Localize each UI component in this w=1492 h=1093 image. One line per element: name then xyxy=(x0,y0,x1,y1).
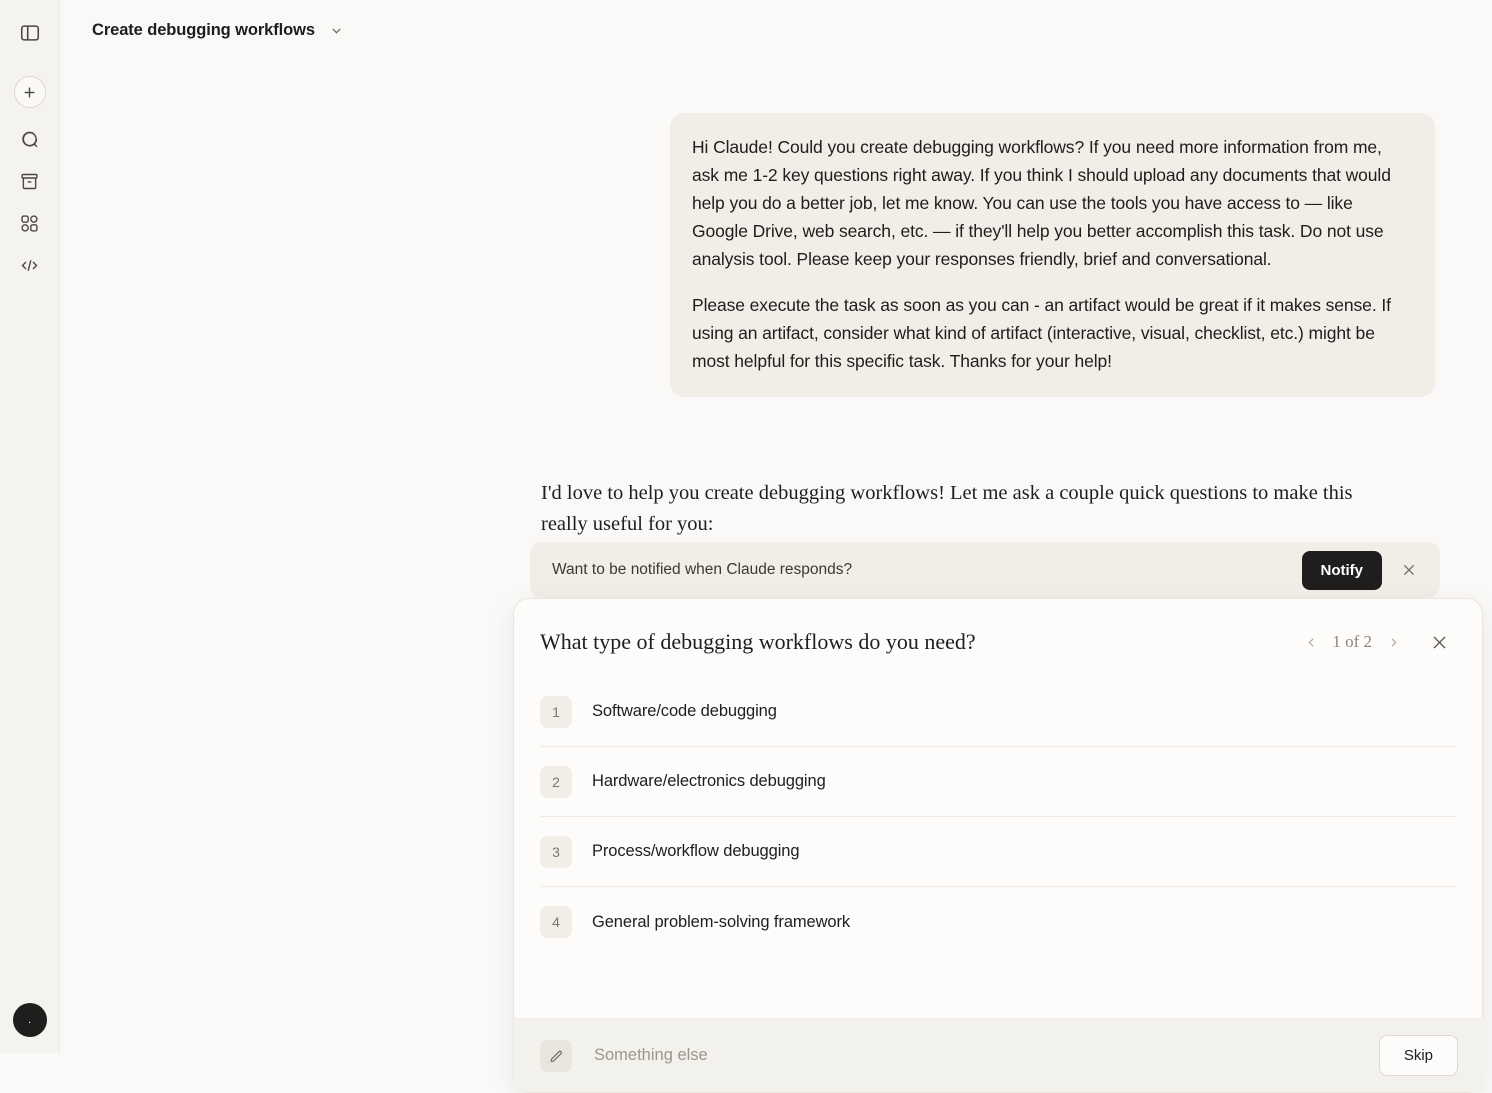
notify-banner-text: Want to be notified when Claude responds? xyxy=(552,561,853,578)
notify-button[interactable]: Notify xyxy=(1302,551,1383,590)
option-label: Hardware/electronics debugging xyxy=(592,772,826,790)
option-row[interactable] xyxy=(540,677,1456,747)
question-title: What type of debugging workflows do you need? xyxy=(540,629,976,654)
avatar[interactable] xyxy=(13,1003,47,1037)
tools-icon[interactable] xyxy=(13,206,47,240)
user-message xyxy=(670,113,1435,397)
question-pager xyxy=(1300,631,1404,653)
option-number: 4 xyxy=(540,906,572,938)
option-row[interactable] xyxy=(540,817,1456,887)
question-card xyxy=(513,598,1483,1093)
chevron-right-icon[interactable] xyxy=(1382,631,1404,653)
assistant-message: I'd love to help you create debugging workflows! Let me ask a couple quick questions to make this really useful for you: xyxy=(541,482,1353,535)
option-label: Software/code debugging xyxy=(592,702,777,720)
close-icon[interactable] xyxy=(1392,553,1426,587)
option-row[interactable] xyxy=(540,747,1456,817)
notify-banner xyxy=(530,542,1440,598)
new-chat-icon[interactable] xyxy=(14,76,46,108)
code-icon[interactable] xyxy=(13,248,47,282)
user-message-paragraph-2: Please execute the task as soon as you can - an artifact would be great if it makes sense. If using an artifact, consider what kind of artifact (interactive, visual, checklist, etc.) might be most helpful for this specific task. Thanks for your help! xyxy=(692,295,1391,371)
question-close-icon[interactable] xyxy=(1422,625,1456,659)
chevron-left-icon[interactable] xyxy=(1300,631,1322,653)
user-message-paragraph-1: Hi Claude! Could you create debugging workflows? If you need more information from me, ask me 1-2 key questions right away. If you think I should upload any documents that would help you do a better job, let me know. You can use the tools you have access to — like Google Drive, web search, etc. — if they'll help you better accomplish this task. Do not use analysis tool. Please keep your responses friendly, brief and conversational. xyxy=(692,137,1391,269)
question-options xyxy=(514,659,1482,957)
custom-answer-input[interactable] xyxy=(592,1045,1379,1066)
top-bar xyxy=(60,0,1492,60)
option-number: 3 xyxy=(540,836,572,868)
option-label: Process/workflow debugging xyxy=(592,842,800,860)
conversation-area xyxy=(60,60,1492,1064)
question-card-header xyxy=(514,599,1482,659)
chevron-down-icon[interactable] xyxy=(329,23,344,38)
pencil-icon xyxy=(540,1040,572,1072)
panel-toggle-icon[interactable] xyxy=(13,16,47,50)
left-sidebar xyxy=(0,0,60,1053)
option-number: 1 xyxy=(540,696,572,728)
option-label: General problem-solving framework xyxy=(592,912,851,931)
page-title[interactable]: Create debugging workflows xyxy=(92,20,315,39)
skip-button[interactable]: Skip xyxy=(1379,1035,1458,1076)
chats-icon[interactable] xyxy=(13,122,47,156)
option-row[interactable] xyxy=(540,887,1456,957)
option-number: 2 xyxy=(540,766,572,798)
projects-icon[interactable] xyxy=(13,164,47,198)
custom-answer-row xyxy=(514,1018,1484,1092)
avatar-initial: . xyxy=(27,1014,32,1026)
pager-label: 1 of 2 xyxy=(1332,632,1372,651)
